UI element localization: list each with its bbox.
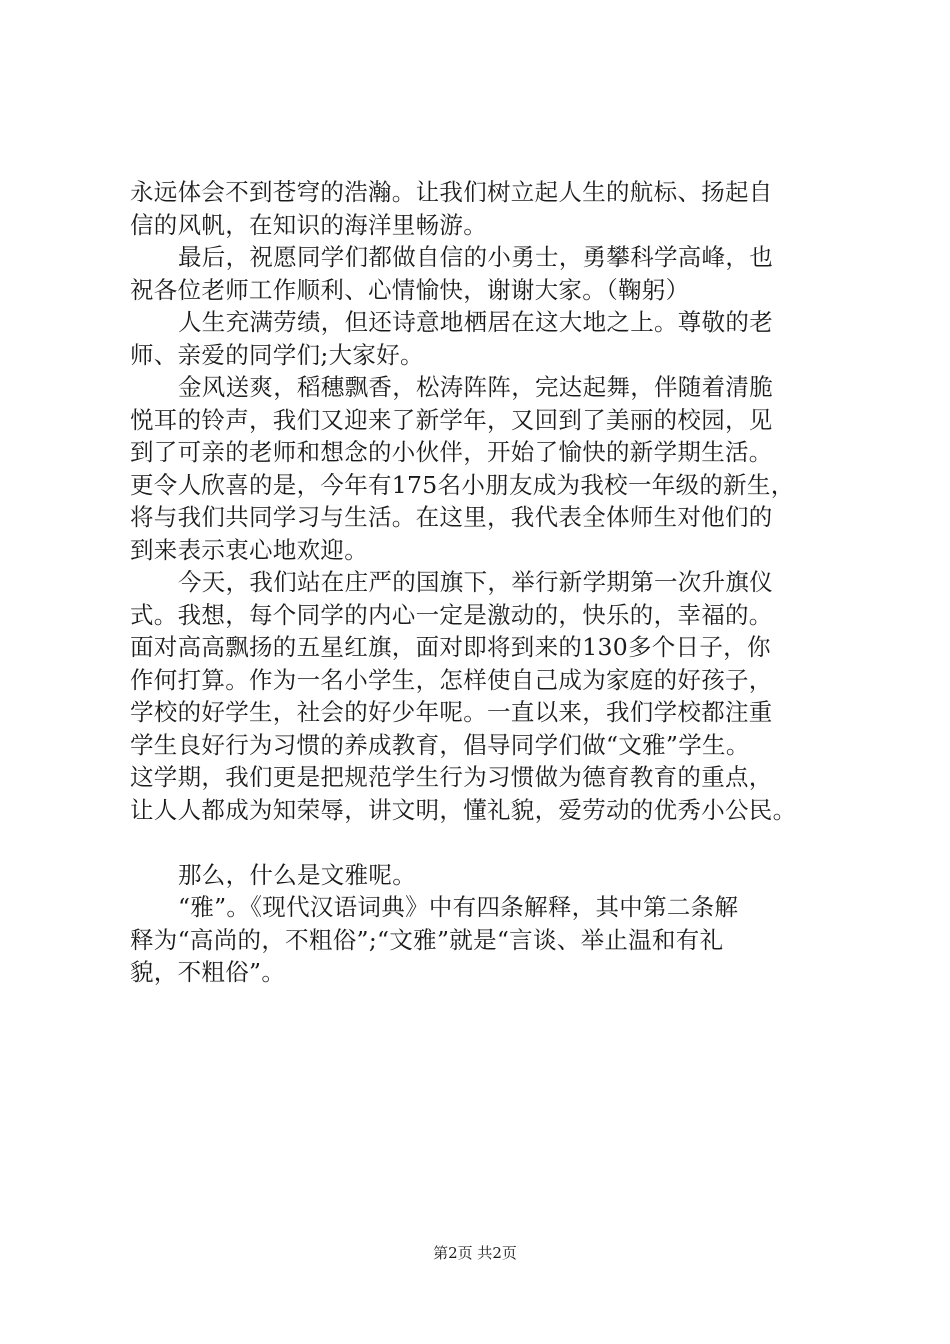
text-line: 信的风帆，在知识的海洋里畅游。 [130,210,487,239]
text-line: 更令人欣喜的是，今年有175名小朋友成为我校一年级的新生， [130,470,795,499]
text-line: 式。我想，每个同学的内心一定是激动的，快乐的，幸福的。 [130,600,773,629]
text-line: 将与我们共同学习与生活。在这里，我代表全体师生对他们的 [130,503,773,531]
text-line: 貌，不粗俗”。 [130,958,286,986]
text-line: 师、亲爱的同学们;大家好。 [130,340,424,369]
paragraph-spacer [130,826,835,859]
text-line: 永远体会不到苍穹的浩瀚。让我们树立起人生的航标、扬起自 [130,178,773,206]
page-footer: 第2页 共2页 [433,1244,517,1262]
text-line: 金风送爽，稻穗飘香，松涛阵阵，完达起舞，伴随着清脆 [178,373,773,401]
text-line: 让人人都成为知荣辱，讲文明，懂礼貌，爱劳动的优秀小公民。 [130,795,797,824]
text-line: 这学期，我们更是把规范学生行为习惯做为德育教育的重点， [130,763,773,791]
text-line: 到来表示衷心地欢迎。 [130,535,368,564]
text-line: 今天，我们站在庄严的国旗下，举行新学期第一次升旗仪 [178,568,773,596]
text-line: 释为“高尚的，不粗俗”;“文雅”就是“言谈、举止温和有礼 [130,925,724,954]
text-line: 悦耳的铃声，我们又迎来了新学年，又回到了美丽的校园，见 [130,405,773,434]
document-body [130,176,835,989]
text-line: 祝各位老师工作顺利、心情愉快，谢谢大家。（鞠躬） [130,275,690,304]
text-line: 面对高高飘扬的五星红旗，面对即将到来的130多个日子，你 [130,633,771,661]
text-line: 学校的好学生，社会的好少年呢。一直以来，我们学校都注重 [130,698,773,726]
text-line: “雅”。《现代汉语词典》中有四条解释，其中第二条解 [178,893,739,921]
text-line: 那么，什么是文雅呢。 [178,860,416,889]
text-line: 最后，祝愿同学们都做自信的小勇士，勇攀科学高峰，也 [178,243,773,271]
text-line: 学生良好行为习惯的养成教育，倡导同学们做“文雅”学生。 [130,730,750,759]
text-line: 人生充满劳绩，但还诗意地栖居在这大地之上。尊敬的老 [178,308,773,336]
text-line: 到了可亲的老师和想念的小伙伴，开始了愉快的新学期生活。 [130,438,773,466]
text-line: 作何打算。作为一名小学生，怎样使自己成为家庭的好孩子， [130,665,773,694]
